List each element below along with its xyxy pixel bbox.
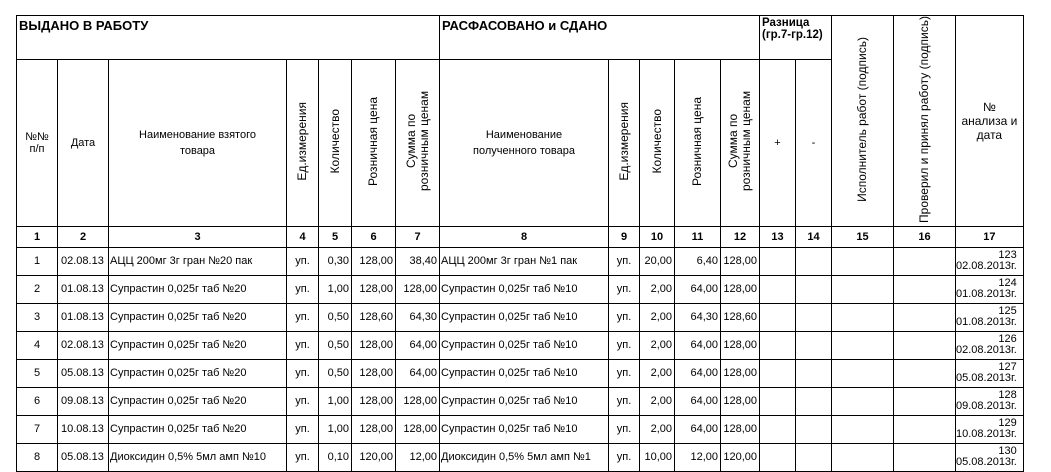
row-qty2: 2,00 (640, 415, 675, 443)
table-row (17, 275, 1024, 303)
row-unit2: уп. (609, 415, 640, 443)
row-unit: уп. (287, 275, 319, 303)
row-qty2: 2,00 (640, 331, 675, 359)
row-checker (894, 247, 956, 275)
row-taken-product: Супрастин 0,025г таб №20 (109, 359, 287, 387)
table-row (17, 359, 1024, 387)
analysis-number: 128 (998, 389, 1017, 402)
row-received-product: Супрастин 0,025г таб №10 (440, 415, 609, 443)
row-diff-plus (760, 247, 796, 275)
row-diff-plus (760, 331, 796, 359)
row-date: 02.08.13 (58, 331, 109, 359)
row-executor (832, 359, 894, 387)
group-difference (760, 16, 832, 60)
row-unit: уп. (287, 303, 319, 331)
analysis-number: 126 (998, 333, 1017, 346)
row-price: 128,00 (352, 331, 396, 359)
col-number: 9 (609, 226, 640, 247)
col-number: 4 (287, 226, 319, 247)
row-number: 5 (17, 359, 58, 387)
row-checker (894, 387, 956, 415)
row-taken-product: Супрастин 0,025г таб №20 (109, 331, 287, 359)
row-qty: 0,50 (319, 331, 352, 359)
analysis-date: 05.08.2013г. (956, 372, 1017, 385)
row-sum2: 128,00 (721, 275, 760, 303)
col-number: 8 (440, 226, 609, 247)
row-date: 05.08.13 (58, 359, 109, 387)
row-sum2: 128,00 (721, 359, 760, 387)
row-sum: 128,00 (396, 275, 440, 303)
row-diff-minus (796, 443, 832, 471)
row-qty2: 20,00 (640, 247, 675, 275)
row-date: 01.08.13 (58, 303, 109, 331)
row-sum: 38,40 (396, 247, 440, 275)
row-taken-product: АЦЦ 200мг 3г гран №20 пак (109, 247, 287, 275)
row-diff-minus (796, 331, 832, 359)
row-sum2: 128,60 (721, 303, 760, 331)
row-taken-product: Супрастин 0,025г таб №20 (109, 387, 287, 415)
row-unit: уп. (287, 247, 319, 275)
row-diff-plus (760, 303, 796, 331)
row-analysis (956, 387, 1024, 415)
group-header-row (17, 16, 1024, 60)
row-date: 09.08.13 (58, 387, 109, 415)
header-unit: Ед.измерения (287, 59, 319, 226)
analysis-date: 05.08.2013г. (956, 456, 1017, 469)
table-row (17, 331, 1024, 359)
col-number: 10 (640, 226, 675, 247)
row-unit2: уп. (609, 247, 640, 275)
col-number: 17 (956, 226, 1024, 247)
analysis-number: 130 (998, 445, 1017, 458)
row-price2: 6,40 (675, 247, 721, 275)
header-sum: Сумма по розничным ценам (396, 59, 440, 226)
difference-title: Разница (762, 17, 810, 29)
row-executor (832, 247, 894, 275)
analysis-number: 127 (998, 361, 1017, 374)
row-taken-product: Супрастин 0,025г таб №20 (109, 415, 287, 443)
col-number: 11 (675, 226, 721, 247)
row-qty2: 2,00 (640, 275, 675, 303)
difference-formula: (гр.7-гр.12) (762, 29, 823, 41)
col-number: 3 (109, 226, 287, 247)
row-executor (832, 415, 894, 443)
row-taken-product: Диоксидин 0,5% 5мл амп №10 (109, 443, 287, 471)
row-received-product: АЦЦ 200мг 3г гран №1 пак (440, 247, 609, 275)
col-number: 7 (396, 226, 440, 247)
row-number: 8 (17, 443, 58, 471)
analysis-date: 02.08.2013г. (956, 344, 1017, 357)
row-number: 1 (17, 247, 58, 275)
row-analysis (956, 359, 1024, 387)
row-date: 05.08.13 (58, 443, 109, 471)
row-qty: 0,50 (319, 359, 352, 387)
header-received-name: Наименование полученного товара (440, 59, 609, 226)
row-price: 120,00 (352, 443, 396, 471)
row-checker (894, 275, 956, 303)
header-analysis: № анализа и дата (956, 16, 1024, 227)
row-diff-minus (796, 247, 832, 275)
row-unit: уп. (287, 359, 319, 387)
table-row (17, 443, 1024, 471)
row-number: 2 (17, 275, 58, 303)
row-checker (894, 359, 956, 387)
row-diff-plus (760, 415, 796, 443)
row-sum2: 120,00 (721, 443, 760, 471)
row-analysis (956, 303, 1024, 331)
row-number: 4 (17, 331, 58, 359)
row-price: 128,00 (352, 387, 396, 415)
row-qty: 1,00 (319, 415, 352, 443)
header-num: №№ п/п (17, 59, 58, 226)
row-price: 128,00 (352, 247, 396, 275)
row-executor (832, 275, 894, 303)
analysis-date: 09.08.2013г. (956, 400, 1017, 413)
analysis-number: 124 (998, 277, 1017, 290)
analysis-date: 01.08.2013г. (956, 288, 1017, 301)
row-analysis (956, 275, 1024, 303)
header-sum2: Сумма по розничным ценам (721, 59, 760, 226)
row-price2: 64,00 (675, 359, 721, 387)
row-unit: уп. (287, 387, 319, 415)
row-price2: 64,00 (675, 331, 721, 359)
row-sum2: 128,00 (721, 415, 760, 443)
col-number: 12 (721, 226, 760, 247)
row-diff-minus (796, 303, 832, 331)
row-diff-plus (760, 275, 796, 303)
row-unit2: уп. (609, 331, 640, 359)
row-received-product: Диоксидин 0,5% 5мл амп №1 (440, 443, 609, 471)
row-checker (894, 443, 956, 471)
col-number: 6 (352, 226, 396, 247)
header-plus: + (760, 59, 796, 226)
header-qty2: Количество (640, 59, 675, 226)
row-executor (832, 303, 894, 331)
col-number: 14 (796, 226, 832, 247)
row-checker (894, 303, 956, 331)
row-price2: 64,00 (675, 387, 721, 415)
row-sum: 64,00 (396, 331, 440, 359)
row-unit2: уп. (609, 303, 640, 331)
row-checker (894, 415, 956, 443)
row-received-product: Супрастин 0,025г таб №10 (440, 387, 609, 415)
header-taken-name: Наименование взятого товара (109, 59, 287, 226)
group-issued: ВЫДАНО В РАБОТУ (17, 16, 440, 60)
row-received-product: Супрастин 0,025г таб №10 (440, 331, 609, 359)
row-price2: 12,00 (675, 443, 721, 471)
table-row (17, 247, 1024, 275)
row-received-product: Супрастин 0,025г таб №10 (440, 359, 609, 387)
row-executor (832, 387, 894, 415)
row-sum2: 128,00 (721, 387, 760, 415)
row-sum2: 128,00 (721, 331, 760, 359)
row-price: 128,00 (352, 415, 396, 443)
row-analysis (956, 415, 1024, 443)
row-unit2: уп. (609, 387, 640, 415)
header-qty: Количество (319, 59, 352, 226)
row-sum: 12,00 (396, 443, 440, 471)
table-row (17, 415, 1024, 443)
row-qty2: 2,00 (640, 303, 675, 331)
analysis-number: 123 (998, 249, 1017, 262)
row-date: 02.08.13 (58, 247, 109, 275)
row-unit2: уп. (609, 443, 640, 471)
row-sum: 128,00 (396, 415, 440, 443)
analysis-number: 129 (998, 417, 1017, 430)
row-unit: уп. (287, 331, 319, 359)
table-row (17, 303, 1024, 331)
row-taken-product: Супрастин 0,025г таб №20 (109, 275, 287, 303)
header-executor: Исполнитель работ (подпись) (832, 16, 894, 227)
row-number: 7 (17, 415, 58, 443)
row-analysis (956, 443, 1024, 471)
row-price2: 64,30 (675, 303, 721, 331)
row-sum: 64,30 (396, 303, 440, 331)
header-checker: Проверил и принял работу (подпись) (894, 16, 956, 227)
row-sum: 64,00 (396, 359, 440, 387)
col-number: 1 (17, 226, 58, 247)
row-diff-plus (760, 359, 796, 387)
row-price2: 64,00 (675, 275, 721, 303)
row-received-product: Супрастин 0,025г таб №10 (440, 303, 609, 331)
journal-table (16, 15, 1024, 472)
row-received-product: Супрастин 0,025г таб №10 (440, 275, 609, 303)
row-unit: уп. (287, 443, 319, 471)
row-sum: 128,00 (396, 387, 440, 415)
group-packed: РАСФАСОВАНО и СДАНО (440, 16, 760, 60)
row-unit2: уп. (609, 359, 640, 387)
analysis-date: 01.08.2013г. (956, 316, 1017, 329)
row-price2: 64,00 (675, 415, 721, 443)
col-number: 15 (832, 226, 894, 247)
column-number-row (17, 226, 1024, 247)
analysis-date: 10.08.2013г. (956, 428, 1017, 441)
row-executor (832, 331, 894, 359)
row-qty: 0,10 (319, 443, 352, 471)
row-number: 3 (17, 303, 58, 331)
row-taken-product: Супрастин 0,025г таб №20 (109, 303, 287, 331)
row-qty2: 10,00 (640, 443, 675, 471)
row-price: 128,60 (352, 303, 396, 331)
row-diff-minus (796, 359, 832, 387)
row-qty: 1,00 (319, 275, 352, 303)
row-date: 10.08.13 (58, 415, 109, 443)
header-unit2: Ед.измерения (609, 59, 640, 226)
header-date: Дата (58, 59, 109, 226)
row-diff-minus (796, 415, 832, 443)
row-diff-minus (796, 387, 832, 415)
row-qty2: 2,00 (640, 387, 675, 415)
row-qty: 0,50 (319, 303, 352, 331)
row-price: 128,00 (352, 275, 396, 303)
row-unit2: уп. (609, 275, 640, 303)
col-number: 16 (894, 226, 956, 247)
row-date: 01.08.13 (58, 275, 109, 303)
row-sum2: 128,00 (721, 247, 760, 275)
row-qty: 0,30 (319, 247, 352, 275)
header-price: Розничная цена (352, 59, 396, 226)
row-analysis (956, 247, 1024, 275)
row-diff-minus (796, 275, 832, 303)
row-unit: уп. (287, 415, 319, 443)
row-qty2: 2,00 (640, 359, 675, 387)
analysis-number: 125 (998, 305, 1017, 318)
row-price: 128,00 (352, 359, 396, 387)
row-analysis (956, 331, 1024, 359)
row-qty: 1,00 (319, 387, 352, 415)
row-diff-plus (760, 387, 796, 415)
row-executor (832, 443, 894, 471)
col-number: 2 (58, 226, 109, 247)
col-number: 5 (319, 226, 352, 247)
row-diff-plus (760, 443, 796, 471)
table-row (17, 387, 1024, 415)
row-checker (894, 331, 956, 359)
header-minus: - (796, 59, 832, 226)
header-price2: Розничная цена (675, 59, 721, 226)
col-number: 13 (760, 226, 796, 247)
analysis-date: 02.08.2013г. (956, 260, 1017, 273)
row-number: 6 (17, 387, 58, 415)
